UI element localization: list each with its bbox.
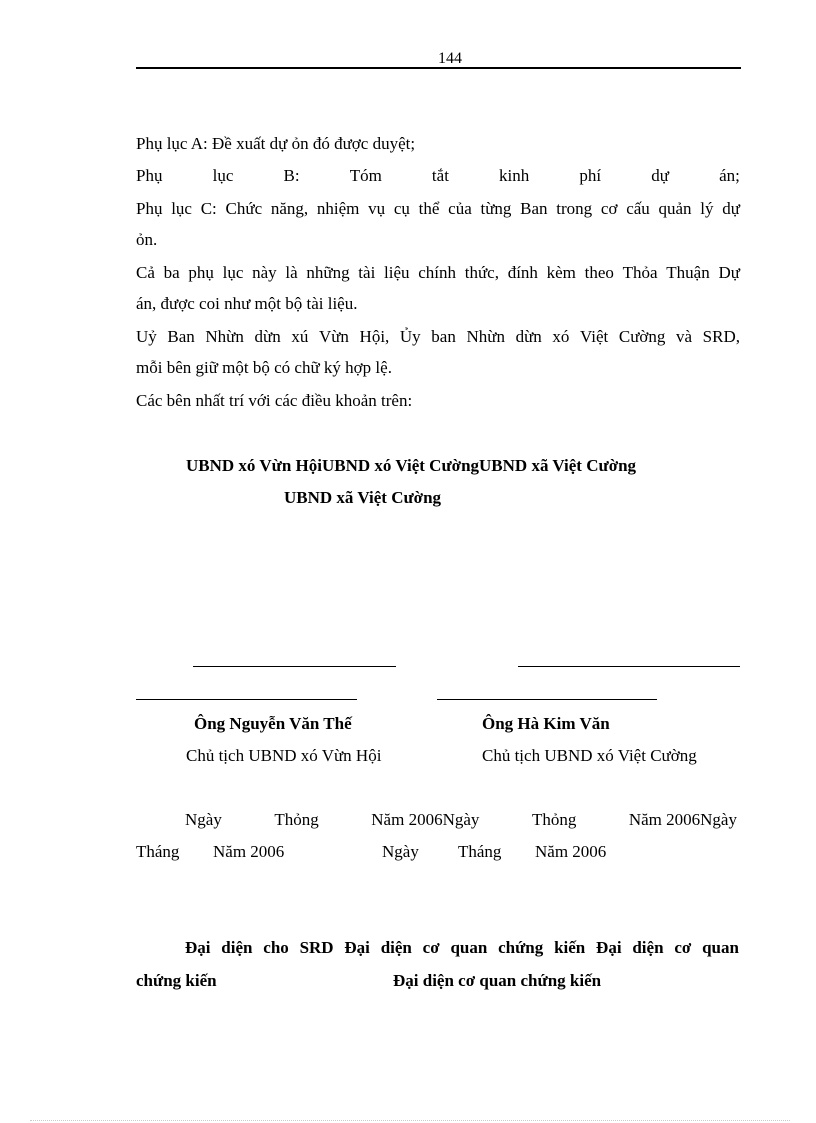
- word: Ngày: [185, 810, 222, 829]
- word: Thỏa: [622, 263, 658, 282]
- signature-line: [518, 666, 740, 667]
- page-number: 144: [438, 50, 462, 67]
- word: Năm 2006Ngày: [371, 810, 480, 829]
- date-month: Tháng: [458, 842, 502, 861]
- signature-line: [136, 699, 357, 700]
- word: cho: [263, 938, 289, 957]
- word: lục: [171, 199, 192, 218]
- date-year: Năm 2006: [535, 842, 607, 861]
- word: tài: [358, 263, 376, 282]
- word: diện: [221, 938, 253, 957]
- word: dừn: [254, 327, 281, 346]
- word: Cường: [618, 327, 666, 346]
- word: cơ: [422, 938, 440, 957]
- word: những: [306, 263, 350, 282]
- paragraph-line-appendix-c-end: ỏn.: [136, 230, 158, 249]
- representatives-row-2-right: Đại diện cơ quan chứng kiến: [393, 971, 602, 990]
- word: Năm 2006Ngày: [628, 810, 737, 829]
- word: C:: [200, 199, 217, 218]
- word: thể: [418, 199, 440, 218]
- word: Ủy: [399, 327, 421, 346]
- word: Dự: [718, 263, 740, 282]
- paragraph-line-appendix-b: [136, 165, 740, 187]
- word: Phụ: [136, 166, 163, 185]
- parties-line-2: UBND xã Việt Cường: [284, 488, 442, 507]
- word: B:: [283, 166, 300, 185]
- signatory-left-name: Ông Nguyễn Văn Thế: [194, 714, 352, 733]
- page-bottom-border: [30, 1120, 790, 1121]
- word: Ban: [167, 327, 195, 346]
- word: lục: [222, 263, 244, 282]
- word: Ban: [520, 199, 548, 218]
- signature-line: [437, 699, 657, 700]
- word: Đại: [344, 938, 370, 957]
- word: này: [252, 263, 277, 282]
- representatives-row-2-left: chứng kiến: [136, 971, 217, 990]
- word: kiến: [554, 938, 586, 957]
- date-month: Tháng: [136, 842, 180, 861]
- word: ban: [431, 327, 456, 346]
- word: Tóm: [349, 166, 382, 185]
- word: Nhừn: [466, 327, 505, 346]
- word: Cả: [136, 263, 155, 282]
- word: dự: [722, 199, 740, 218]
- word: quản: [658, 199, 692, 218]
- word: trong: [556, 199, 593, 218]
- word: kèm: [546, 263, 576, 282]
- word: Việt: [580, 327, 609, 346]
- word: quan: [450, 938, 488, 957]
- word: Vừn: [318, 327, 349, 346]
- word: dừn: [515, 327, 542, 346]
- word: Nhừn: [205, 327, 244, 346]
- word: Đại: [185, 938, 211, 957]
- word: của: [448, 199, 472, 218]
- word: Hội,: [359, 327, 390, 346]
- word: xó: [552, 327, 570, 346]
- word: kinh: [499, 166, 530, 185]
- word: liệu: [384, 263, 410, 282]
- date-row-1: [185, 809, 737, 831]
- word: ba: [163, 263, 180, 282]
- word: chứng: [498, 938, 544, 957]
- word: và: [676, 327, 693, 346]
- word: chính: [418, 263, 457, 282]
- word: Đại: [596, 938, 622, 957]
- signatory-right-name: Ông Hà Kim Văn: [482, 714, 610, 733]
- word: đính: [507, 263, 538, 282]
- word: lý: [700, 199, 714, 218]
- paragraph-line-copies: mỗi bên giữ một bộ có chữ ký hợp lệ.: [136, 358, 392, 377]
- word: theo: [584, 263, 614, 282]
- date-day: Ngày: [382, 842, 419, 861]
- representatives-row-1: [185, 937, 739, 959]
- paragraph-line-appendices-official: [136, 262, 740, 284]
- word: quan: [702, 938, 739, 957]
- parties-line-1: UBND xó Vừn HộiUBND xó Việt CườngUBND xã Việt Cường: [186, 456, 637, 475]
- word: SRD,: [702, 327, 740, 346]
- word: Thỏng: [274, 810, 319, 829]
- word: cơ: [600, 199, 618, 218]
- paragraph-line-agreement: Các bên nhất trí với các điều khoản trên:: [136, 391, 413, 410]
- word: phụ: [188, 263, 214, 282]
- word: cấu: [626, 199, 650, 218]
- word: phí: [579, 166, 602, 185]
- paragraph-line-appendix-c: [136, 198, 740, 220]
- paragraph-line-appendix-a: Phụ lục A: Đề xuất dự ỏn đó được duyệt;: [136, 134, 416, 153]
- word: Chức: [225, 199, 263, 218]
- word: nhiệm: [316, 199, 360, 218]
- word: Phụ: [136, 199, 163, 218]
- word: từng: [480, 199, 512, 218]
- word: án;: [719, 166, 740, 185]
- word: là: [285, 263, 298, 282]
- word: năng,: [270, 199, 309, 218]
- word: SRD: [299, 938, 334, 957]
- header-rule: [136, 67, 741, 69]
- word: diện: [380, 938, 412, 957]
- date-year: Năm 2006: [213, 842, 285, 861]
- paragraph-line-parties: [136, 326, 740, 348]
- word: tắt: [431, 166, 449, 185]
- word: xú: [291, 327, 309, 346]
- word: Uỷ: [136, 327, 157, 346]
- word: dự: [651, 166, 669, 185]
- word: thức,: [464, 263, 499, 282]
- word: Thỏng: [531, 810, 577, 829]
- word: Thuận: [666, 263, 710, 282]
- signature-line: [193, 666, 396, 667]
- signatory-left-title: Chủ tịch UBND xó Vừn Hội: [186, 746, 382, 765]
- signatory-right-title: Chủ tịch UBND xó Việt Cường: [482, 746, 697, 765]
- word: cụ: [393, 199, 410, 218]
- word: cơ: [674, 938, 692, 957]
- word: vụ: [368, 199, 386, 218]
- word: diện: [632, 938, 664, 957]
- word: lục: [212, 166, 234, 185]
- paragraph-line-appendices-set: án, được coi như một bộ tài liệu.: [136, 294, 358, 313]
